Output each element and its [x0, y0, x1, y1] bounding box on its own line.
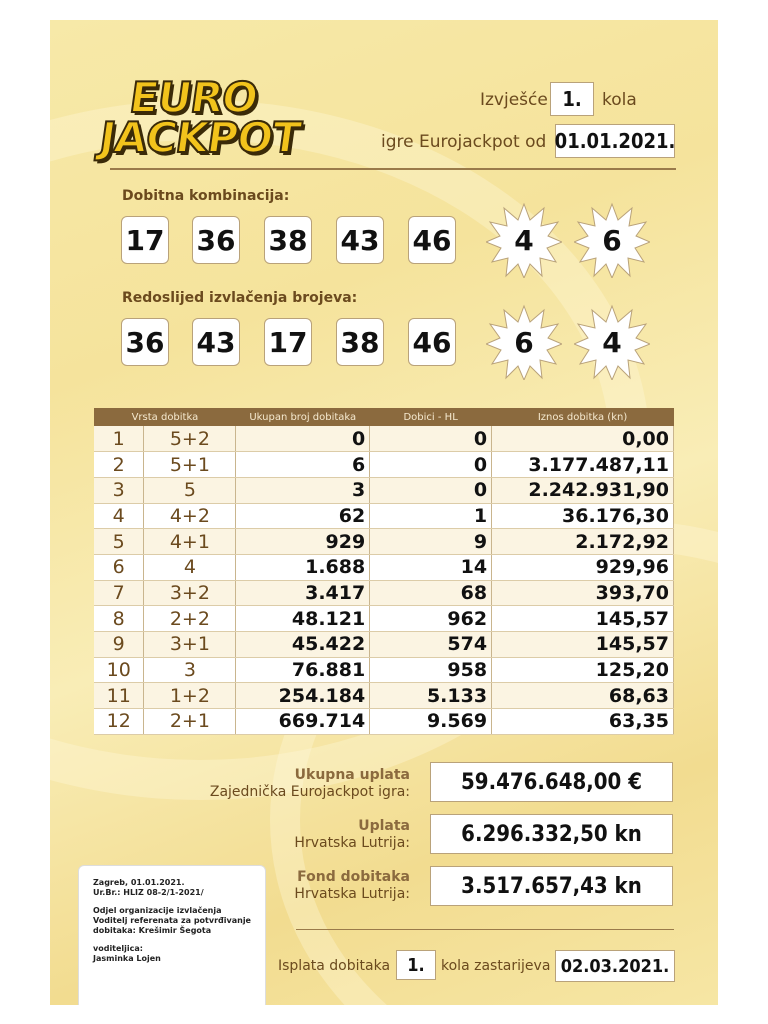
winning-number: 36	[192, 216, 240, 264]
draw-order-euro-number: 6	[514, 325, 534, 359]
amount-cell: 125,20	[492, 657, 674, 683]
type-cell: 4+1	[144, 529, 236, 555]
total-cell: 48.121	[236, 606, 370, 632]
total-cell: 929	[236, 529, 370, 555]
payment-label-2: Hrvatska Lutrija:	[294, 835, 410, 851]
header-prize-type: Vrsta dobitka	[94, 408, 236, 426]
table-row	[94, 426, 674, 452]
hl-cell: 574	[370, 632, 492, 658]
payment-value: 6.296.332,50 kn	[430, 814, 673, 854]
table-row	[94, 657, 674, 683]
hl-cell: 68	[370, 580, 492, 606]
table-row	[94, 529, 674, 555]
amount-cell: 145,57	[492, 632, 674, 658]
note-reference: Ur.Br.: HLIZ 08-2/1-2021/	[93, 888, 204, 897]
type-cell: 5	[144, 477, 236, 503]
draw-order-number: 43	[192, 318, 240, 366]
type-cell: 3+1	[144, 632, 236, 658]
total-label-1: Ukupna uplata	[294, 767, 410, 783]
euro-number-star	[486, 202, 562, 278]
total-label-2: Zajednička Eurojackpot igra:	[209, 784, 410, 800]
rank-cell: 4	[94, 503, 144, 529]
euro-number-star	[574, 202, 650, 278]
hl-cell: 0	[370, 452, 492, 478]
note-officer-title: Voditelj referenata za potvrđivanje	[93, 916, 251, 925]
rank-cell: 9	[94, 632, 144, 658]
total-cell: 254.184	[236, 683, 370, 709]
hl-cell: 14	[370, 554, 492, 580]
table-row	[94, 580, 674, 606]
note-head-title: voditeljica:	[93, 944, 143, 953]
table-row	[94, 554, 674, 580]
total-cell: 6	[236, 452, 370, 478]
table-row	[94, 632, 674, 658]
total-payment-value: 59.476.648,00 €	[430, 762, 673, 802]
rank-cell: 7	[94, 580, 144, 606]
total-cell: 3	[236, 477, 370, 503]
header-hl-winners: Dobici - HL	[370, 408, 492, 426]
total-cell: 0	[236, 426, 370, 452]
header-divider	[110, 168, 676, 170]
amount-cell: 393,70	[492, 580, 674, 606]
amount-cell: 36.176,30	[492, 503, 674, 529]
amount-cell: 3.177.487,11	[492, 452, 674, 478]
type-cell: 2+2	[144, 606, 236, 632]
table-row	[94, 683, 674, 709]
hl-cell: 9.569	[370, 709, 492, 735]
payout-label: Isplata dobitaka	[278, 958, 391, 974]
rank-cell: 12	[94, 709, 144, 735]
type-cell: 4+2	[144, 503, 236, 529]
eurojackpot-logo	[96, 73, 304, 178]
logo-line-euro: EURO	[126, 73, 261, 122]
header-total-winners: Ukupan broj dobitaka	[236, 408, 370, 426]
type-cell: 3	[144, 657, 236, 683]
rank-cell: 2	[94, 452, 144, 478]
rank-cell: 6	[94, 554, 144, 580]
note-head-name: Jasminka Lojen	[93, 954, 161, 963]
amount-cell: 0,00	[492, 426, 674, 452]
expiry-date-box: 02.03.2021.	[555, 950, 675, 982]
game-label: igre Eurojackpot od	[381, 132, 547, 152]
draw-date-box: 01.01.2021.	[555, 124, 675, 158]
amount-cell: 929,96	[492, 554, 674, 580]
winning-number: 46	[408, 216, 456, 264]
prize-table	[94, 408, 674, 735]
fund-label-2: Hrvatska Lutrija:	[294, 886, 410, 902]
total-cell: 669.714	[236, 709, 370, 735]
amount-cell: 63,35	[492, 709, 674, 735]
draw-order-number: 46	[408, 318, 456, 366]
payment-label-1: Uplata	[358, 818, 410, 834]
prize-table-header	[94, 408, 674, 426]
draw-order-number: 17	[264, 318, 312, 366]
table-row	[94, 709, 674, 735]
euro-number: 4	[514, 223, 534, 257]
note-department: Odjel organizacije izvlačenja	[93, 906, 222, 915]
rank-cell: 1	[94, 426, 144, 452]
type-cell: 5+2	[144, 426, 236, 452]
draw-order-number: 38	[336, 318, 384, 366]
total-cell: 76.881	[236, 657, 370, 683]
total-cell: 3.417	[236, 580, 370, 606]
hl-cell: 1	[370, 503, 492, 529]
note-place-date: Zagreb, 01.01.2021.	[93, 878, 185, 887]
total-cell: 62	[236, 503, 370, 529]
total-cell: 45.422	[236, 632, 370, 658]
signature-note	[78, 865, 266, 1005]
note-officer-name: dobitaka: Krešimir Šegota	[93, 926, 212, 935]
table-row	[94, 452, 674, 478]
hl-cell: 5.133	[370, 683, 492, 709]
winning-combination-label: Dobitna kombinacija:	[122, 188, 290, 204]
winning-number: 17	[121, 216, 169, 264]
rank-cell: 10	[94, 657, 144, 683]
draw-order-euro-star	[574, 304, 650, 380]
rank-cell: 5	[94, 529, 144, 555]
table-row	[94, 477, 674, 503]
rank-cell: 11	[94, 683, 144, 709]
rank-cell: 3	[94, 477, 144, 503]
amount-cell: 68,63	[492, 683, 674, 709]
header-prize-amount: Iznos dobitka (kn)	[492, 408, 674, 426]
round-number-box: 1.	[550, 82, 594, 116]
prize-fund-value: 3.517.657,43 kn	[430, 866, 673, 906]
type-cell: 4	[144, 554, 236, 580]
rank-cell: 8	[94, 606, 144, 632]
report-label: Izvješće	[480, 90, 548, 110]
draw-order-euro-number: 4	[602, 325, 622, 359]
fund-label-1: Fond dobitaka	[297, 869, 410, 885]
type-cell: 1+2	[144, 683, 236, 709]
total-cell: 1.688	[236, 554, 370, 580]
table-row	[94, 503, 674, 529]
euro-number: 6	[602, 223, 622, 257]
amount-cell: 2.172,92	[492, 529, 674, 555]
payout-round-box: 1.	[396, 950, 436, 980]
draw-order-label: Redoslijed izvlačenja brojeva:	[122, 290, 358, 306]
hl-cell: 0	[370, 477, 492, 503]
table-row	[94, 606, 674, 632]
lottery-report-sheet	[50, 20, 718, 1005]
amount-cell: 145,57	[492, 606, 674, 632]
type-cell: 3+2	[144, 580, 236, 606]
winning-number: 38	[264, 216, 312, 264]
draw-order-number: 36	[121, 318, 169, 366]
expiry-label: kola zastarijeva	[441, 958, 551, 974]
round-label: kola	[602, 90, 637, 110]
winning-number: 43	[336, 216, 384, 264]
hl-cell: 962	[370, 606, 492, 632]
type-cell: 2+1	[144, 709, 236, 735]
hl-cell: 0	[370, 426, 492, 452]
type-cell: 5+1	[144, 452, 236, 478]
amount-cell: 2.242.931,90	[492, 477, 674, 503]
logo-line-jackpot: JACKPOT	[96, 113, 304, 162]
payout-divider	[296, 929, 674, 930]
hl-cell: 9	[370, 529, 492, 555]
draw-order-euro-star	[486, 304, 562, 380]
hl-cell: 958	[370, 657, 492, 683]
